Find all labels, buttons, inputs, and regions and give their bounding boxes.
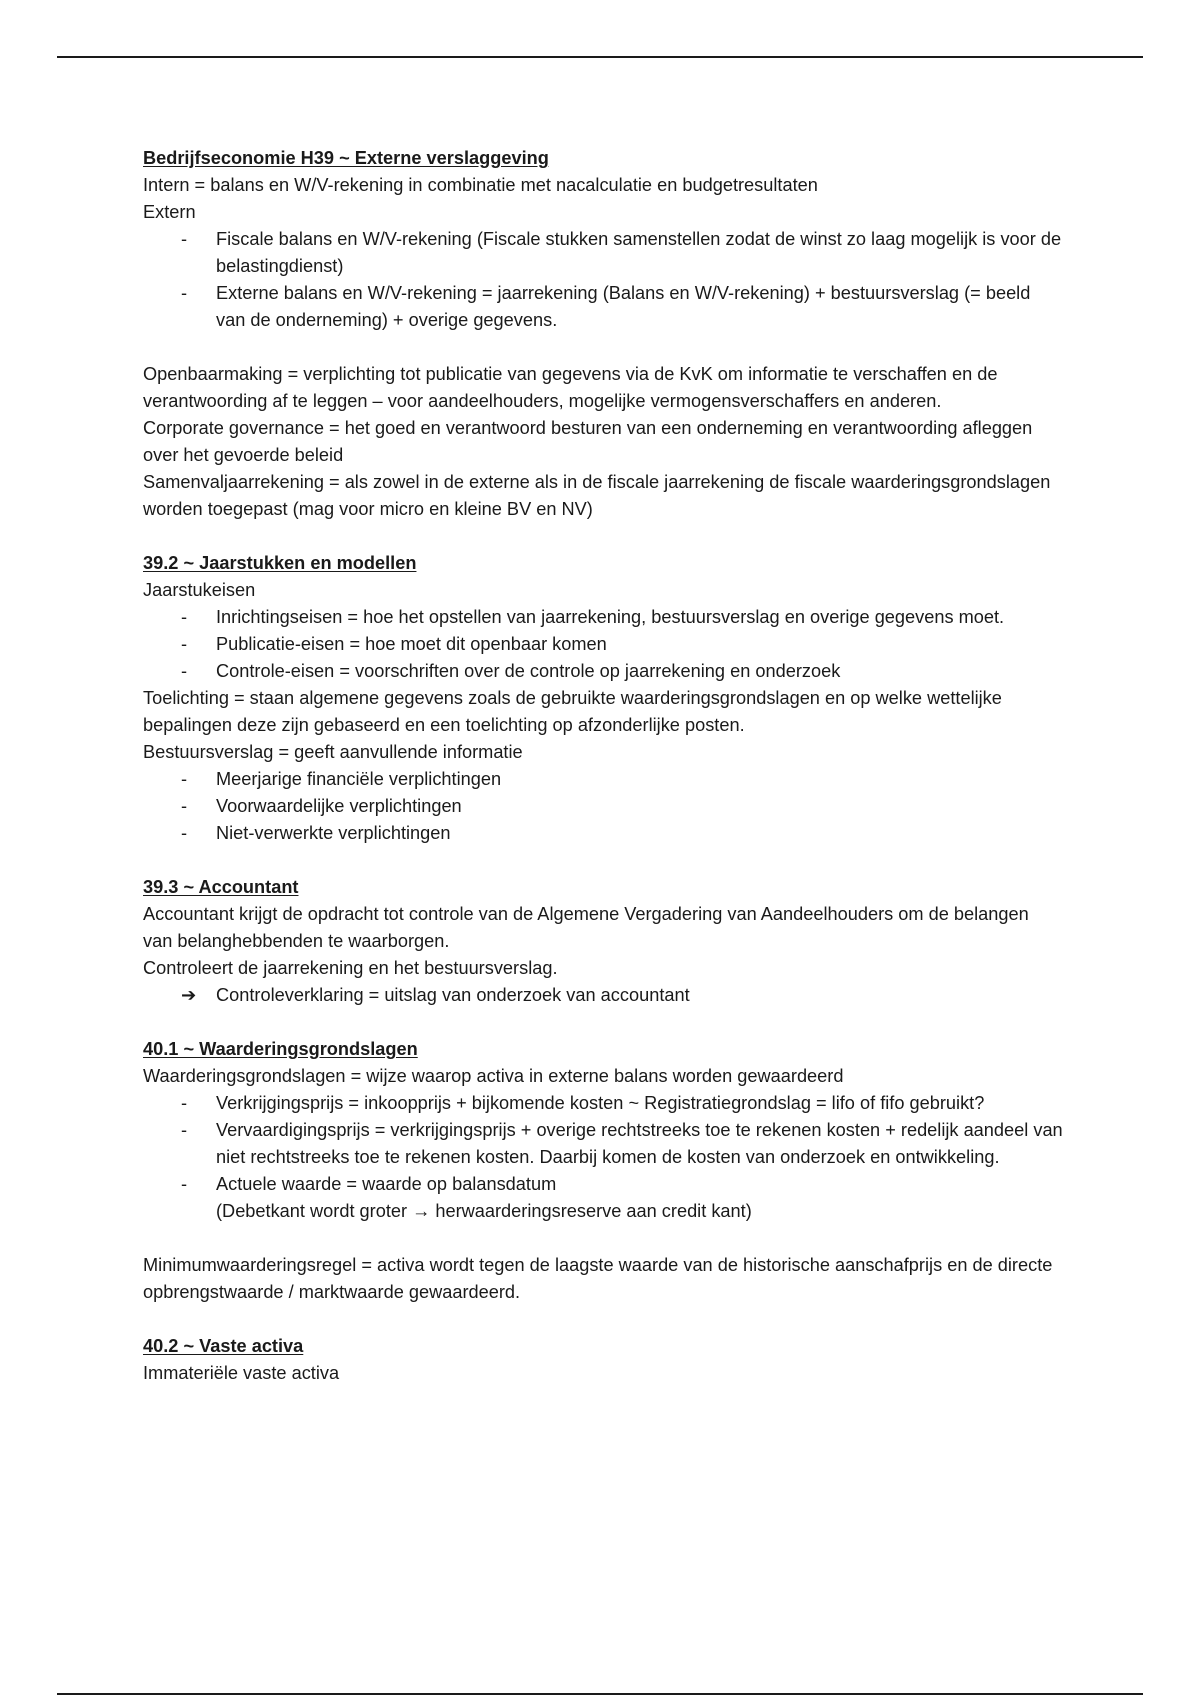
list-item: - Inrichtingseisen = hoe het opstellen van jaarrekening, bestuursverslag en overige gegevens moet. [143,604,1063,631]
section-heading-40-1: 40.1 ~ Waarderingsgrondslagen [143,1039,418,1059]
dash-marker: - [181,607,188,627]
dash-marker: - [181,796,188,816]
list-item: - Vervaardigingsprijs = verkrijgingsprijs + overige rechtstreeks toe te rekenen kosten + redelijk aandeel van niet rechtstreeks toe te rekenen kosten. Daarbij komen de kosten van onderzoek en ontwikkeling. [143,1117,1063,1171]
bestuursverslag-definition: Bestuursverslag = geeft aanvullende informatie [143,742,523,762]
spacer [143,1306,1063,1333]
waardering-list [143,1090,1063,1225]
waarderingsgrondslagen-definition: Waarderingsgrondslagen = wijze waarop activa in externe balans worden gewaardeerd [143,1066,844,1086]
spacer [143,1225,1063,1252]
immaterieel-label: Immateriële vaste activa [143,1363,340,1383]
list-item: - Actuele waarde = waarde op balansdatum (Debetkant wordt groter → herwaarderingsreserve aan credit kant) [143,1171,1063,1225]
dash-marker: - [181,1174,188,1194]
spacer [143,847,1063,874]
eisen-list [143,604,1063,685]
toelichting-definition: Toelichting = staan algemene gegevens zoals de gebruikte waarderingsgrondslagen en op welke wettelijke bepalingen deze zijn gebaseerd en een toelichting op afzonderlijke posten. [143,688,1002,735]
list-item: - Niet-verwerkte verplichtingen [143,820,1063,847]
section-heading-39-3: 39.3 ~ Accountant [143,877,299,897]
openbaarmaking-definition: Openbaarmaking = verplichting tot publicatie van gegevens via de KvK om informatie te verschaffen en de verantwoording af te leggen – voor aandeelhouders, mogelijke vermogensverschaffers en anderen. [143,364,998,411]
extern-list [143,226,1063,334]
list-item: - Externe balans en W/V-rekening = jaarrekening (Balans en W/V-rekening) + bestuursverslag (= beeld van de onderneming) + overige gegevens. [143,280,1063,334]
arrow-right-icon: ➔ [181,985,197,1005]
dash-marker: - [181,229,188,249]
dash-marker: - [181,1120,188,1140]
dash-marker: - [181,283,188,303]
jaarstukeisen-label: Jaarstukeisen [143,580,256,600]
accountant-text: Accountant krijgt de opdracht tot controle van de Algemene Vergadering van Aandeelhouders om de belangen van belanghebbenden te waarborgen. [143,904,1029,951]
dash-marker: - [181,823,188,843]
list-item: - Verkrijgingsprijs = inkoopprijs + bijkomende kosten ~ Registratiegrondslag = lifo of fifo gebruikt? [143,1090,1063,1117]
section-heading-39-2: 39.2 ~ Jaarstukken en modellen [143,553,417,573]
dash-marker: - [181,661,188,681]
list-item: - Publicatie-eisen = hoe moet dit openbaar komen [143,631,1063,658]
header-rule [57,56,1143,58]
section-heading-40-2: 40.2 ~ Vaste activa [143,1336,304,1356]
actuele-waarde-note: (Debetkant wordt groter → herwaarderingsreserve aan credit kant) [216,1201,752,1221]
list-item: - Controle-eisen = voorschriften over de controle op jaarrekening en onderzoek [143,658,1063,685]
list-item: - Voorwaardelijke verplichtingen [143,793,1063,820]
controleert-text: Controleert de jaarrekening en het bestuursverslag. [143,958,558,978]
spacer [143,1009,1063,1036]
intern-definition: Intern = balans en W/V-rekening in combinatie met nacalculatie en budgetresultaten [143,175,818,195]
corporate-governance-definition: Corporate governance = het goed en verantwoord besturen van een onderneming en verantwoording afleggen over het gevoerde beleid [143,418,1033,465]
list-item: - Meerjarige financiële verplichtingen [143,766,1063,793]
controleverklaring-line: ➔ Controleverklaring = uitslag van onderzoek van accountant [143,982,1063,1009]
document-body [143,145,1063,1387]
samenvaljaarrekening-definition: Samenvaljaarrekening = als zowel in de externe als in de fiscale jaarrekening de fiscale waarderingsgrondslagen worden toegepast (mag voor micro en kleine BV en NV) [143,472,1051,519]
minimumwaarderingsregel-definition: Minimumwaarderingsregel = activa wordt tegen de laagste waarde van de historische aanschafprijs en de directe opbrengstwaarde / marktwaarde gewaardeerd. [143,1255,1053,1302]
spacer [143,523,1063,550]
extern-label: Extern [143,202,196,222]
bestuursverslag-list [143,766,1063,847]
document-title: Bedrijfseconomie H39 ~ Externe verslaggeving [143,148,549,168]
footer-rule [57,1693,1143,1695]
list-item: - Fiscale balans en W/V-rekening (Fiscale stukken samenstellen zodat de winst zo laag mogelijk is voor de belastingdienst) [143,226,1063,280]
spacer [143,334,1063,361]
dash-marker: - [181,769,188,789]
dash-marker: - [181,634,188,654]
dash-marker: - [181,1093,188,1113]
